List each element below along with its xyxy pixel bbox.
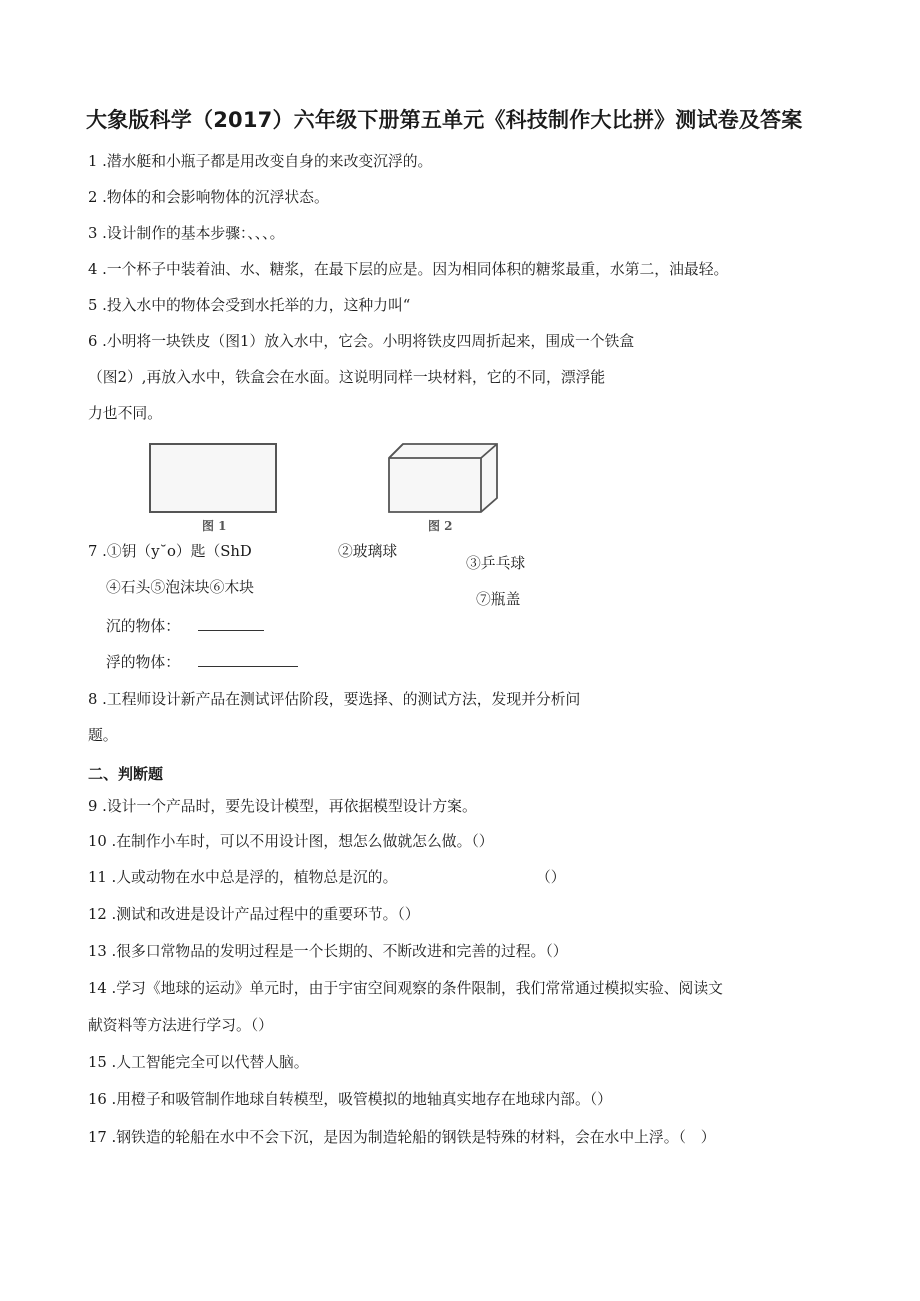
- float-objects-blank[interactable]: [198, 654, 298, 667]
- sink-objects-blank[interactable]: [198, 618, 264, 631]
- question-6-line-2: （图2）,再放入水中，铁盒会在水面。这说明同样一块材料，它的不同，漂浮能: [88, 369, 606, 386]
- question-3: 3 .设计制作的基本步骤：、、、。: [88, 225, 285, 242]
- question-9: 9 .设计一个产品时，要先设计模型，再依据模型设计方案。: [88, 798, 477, 815]
- question-10: 10 .在制作小车时，可以不用设计图，想怎么做就怎么做。（）: [88, 833, 494, 850]
- question-7-items-4-6: ④石头⑤泡沫块⑥木块: [106, 579, 254, 596]
- document-title: 大象版科学（2017）六年级下册第五单元《科技制作大比拼》测试卷及答案: [86, 108, 803, 132]
- float-objects-label: 浮的物体：: [106, 654, 180, 671]
- question-2: 2 .物体的和会影响物体的沉浮状态。: [88, 189, 329, 206]
- question-14-line-1: 14 .学习《地球的运动》单元时，由于宇宙空间观察的条件限制，我们常常通过模拟实验、阅读文: [88, 980, 723, 997]
- float-objects-row: [106, 651, 298, 672]
- question-7-item-3: ③乒乓球: [466, 555, 526, 572]
- question-17: 17 .钢铁造的轮船在水中不会下沉，是因为制造轮船的钢铁是特殊的材料，会在水中上浮。（ ）: [88, 1129, 716, 1146]
- question-7-item-1: 7 .①钥（y˘o）匙（ShD: [88, 543, 252, 560]
- question-11: 11 .人或动物在水中总是浮的，植物总是沉的。: [88, 869, 398, 886]
- question-8-line-2: 题。: [88, 727, 118, 744]
- question-16: 16 .用橙子和吸管制作地球自转模型，吸管模拟的地轴真实地存在地球内部。（）: [88, 1091, 612, 1108]
- question-13: 13 .很多口常物品的发明过程是一个长期的、不断改进和完善的过程。（）: [88, 943, 568, 960]
- question-6-line-1: 6 .小明将一块铁皮（图1）放入水中，它会。小明将铁皮四周折起来，围成一个铁盒: [88, 333, 635, 350]
- question-15: 15 .人工智能完全可以代替人脑。: [88, 1054, 309, 1071]
- question-4: 4 .一个杯子中装着油、水、糖浆，在最下层的应是。因为相同体积的糖浆最重，水第二，油最轻。: [88, 261, 729, 278]
- sink-objects-label: 沉的物体：: [106, 618, 180, 635]
- figure-1-caption: 图 1: [202, 519, 227, 533]
- sink-objects-row: [106, 615, 264, 636]
- figure-2-iron-box: [385, 440, 503, 516]
- section-heading-judgment: 二、判断题: [88, 765, 164, 783]
- question-5: 5 .投入水中的物体会受到水托举的力，这种力叫“: [88, 297, 411, 314]
- figure-2-caption: 图 2: [428, 519, 453, 533]
- question-1: 1 .潜水艇和小瓶子都是用改变自身的来改变沉浮的。: [88, 153, 433, 170]
- question-7-item-2: ②玻璃球: [338, 543, 398, 560]
- figure-1-iron-sheet: [146, 440, 280, 516]
- question-7-item-7: ⑦瓶盖: [476, 591, 521, 608]
- question-12: 12 .测试和改进是设计产品过程中的重要环节。（）: [88, 906, 420, 923]
- question-8-line-1: 8 .工程师设计新产品在测试评估阶段，要选择、的测试方法，发现并分析问: [88, 691, 581, 708]
- question-11-answer-paren: （）: [536, 869, 566, 886]
- question-14-line-2: 献资料等方法进行学习。（）: [88, 1017, 273, 1034]
- question-6-line-3: 力也不同。: [88, 405, 162, 422]
